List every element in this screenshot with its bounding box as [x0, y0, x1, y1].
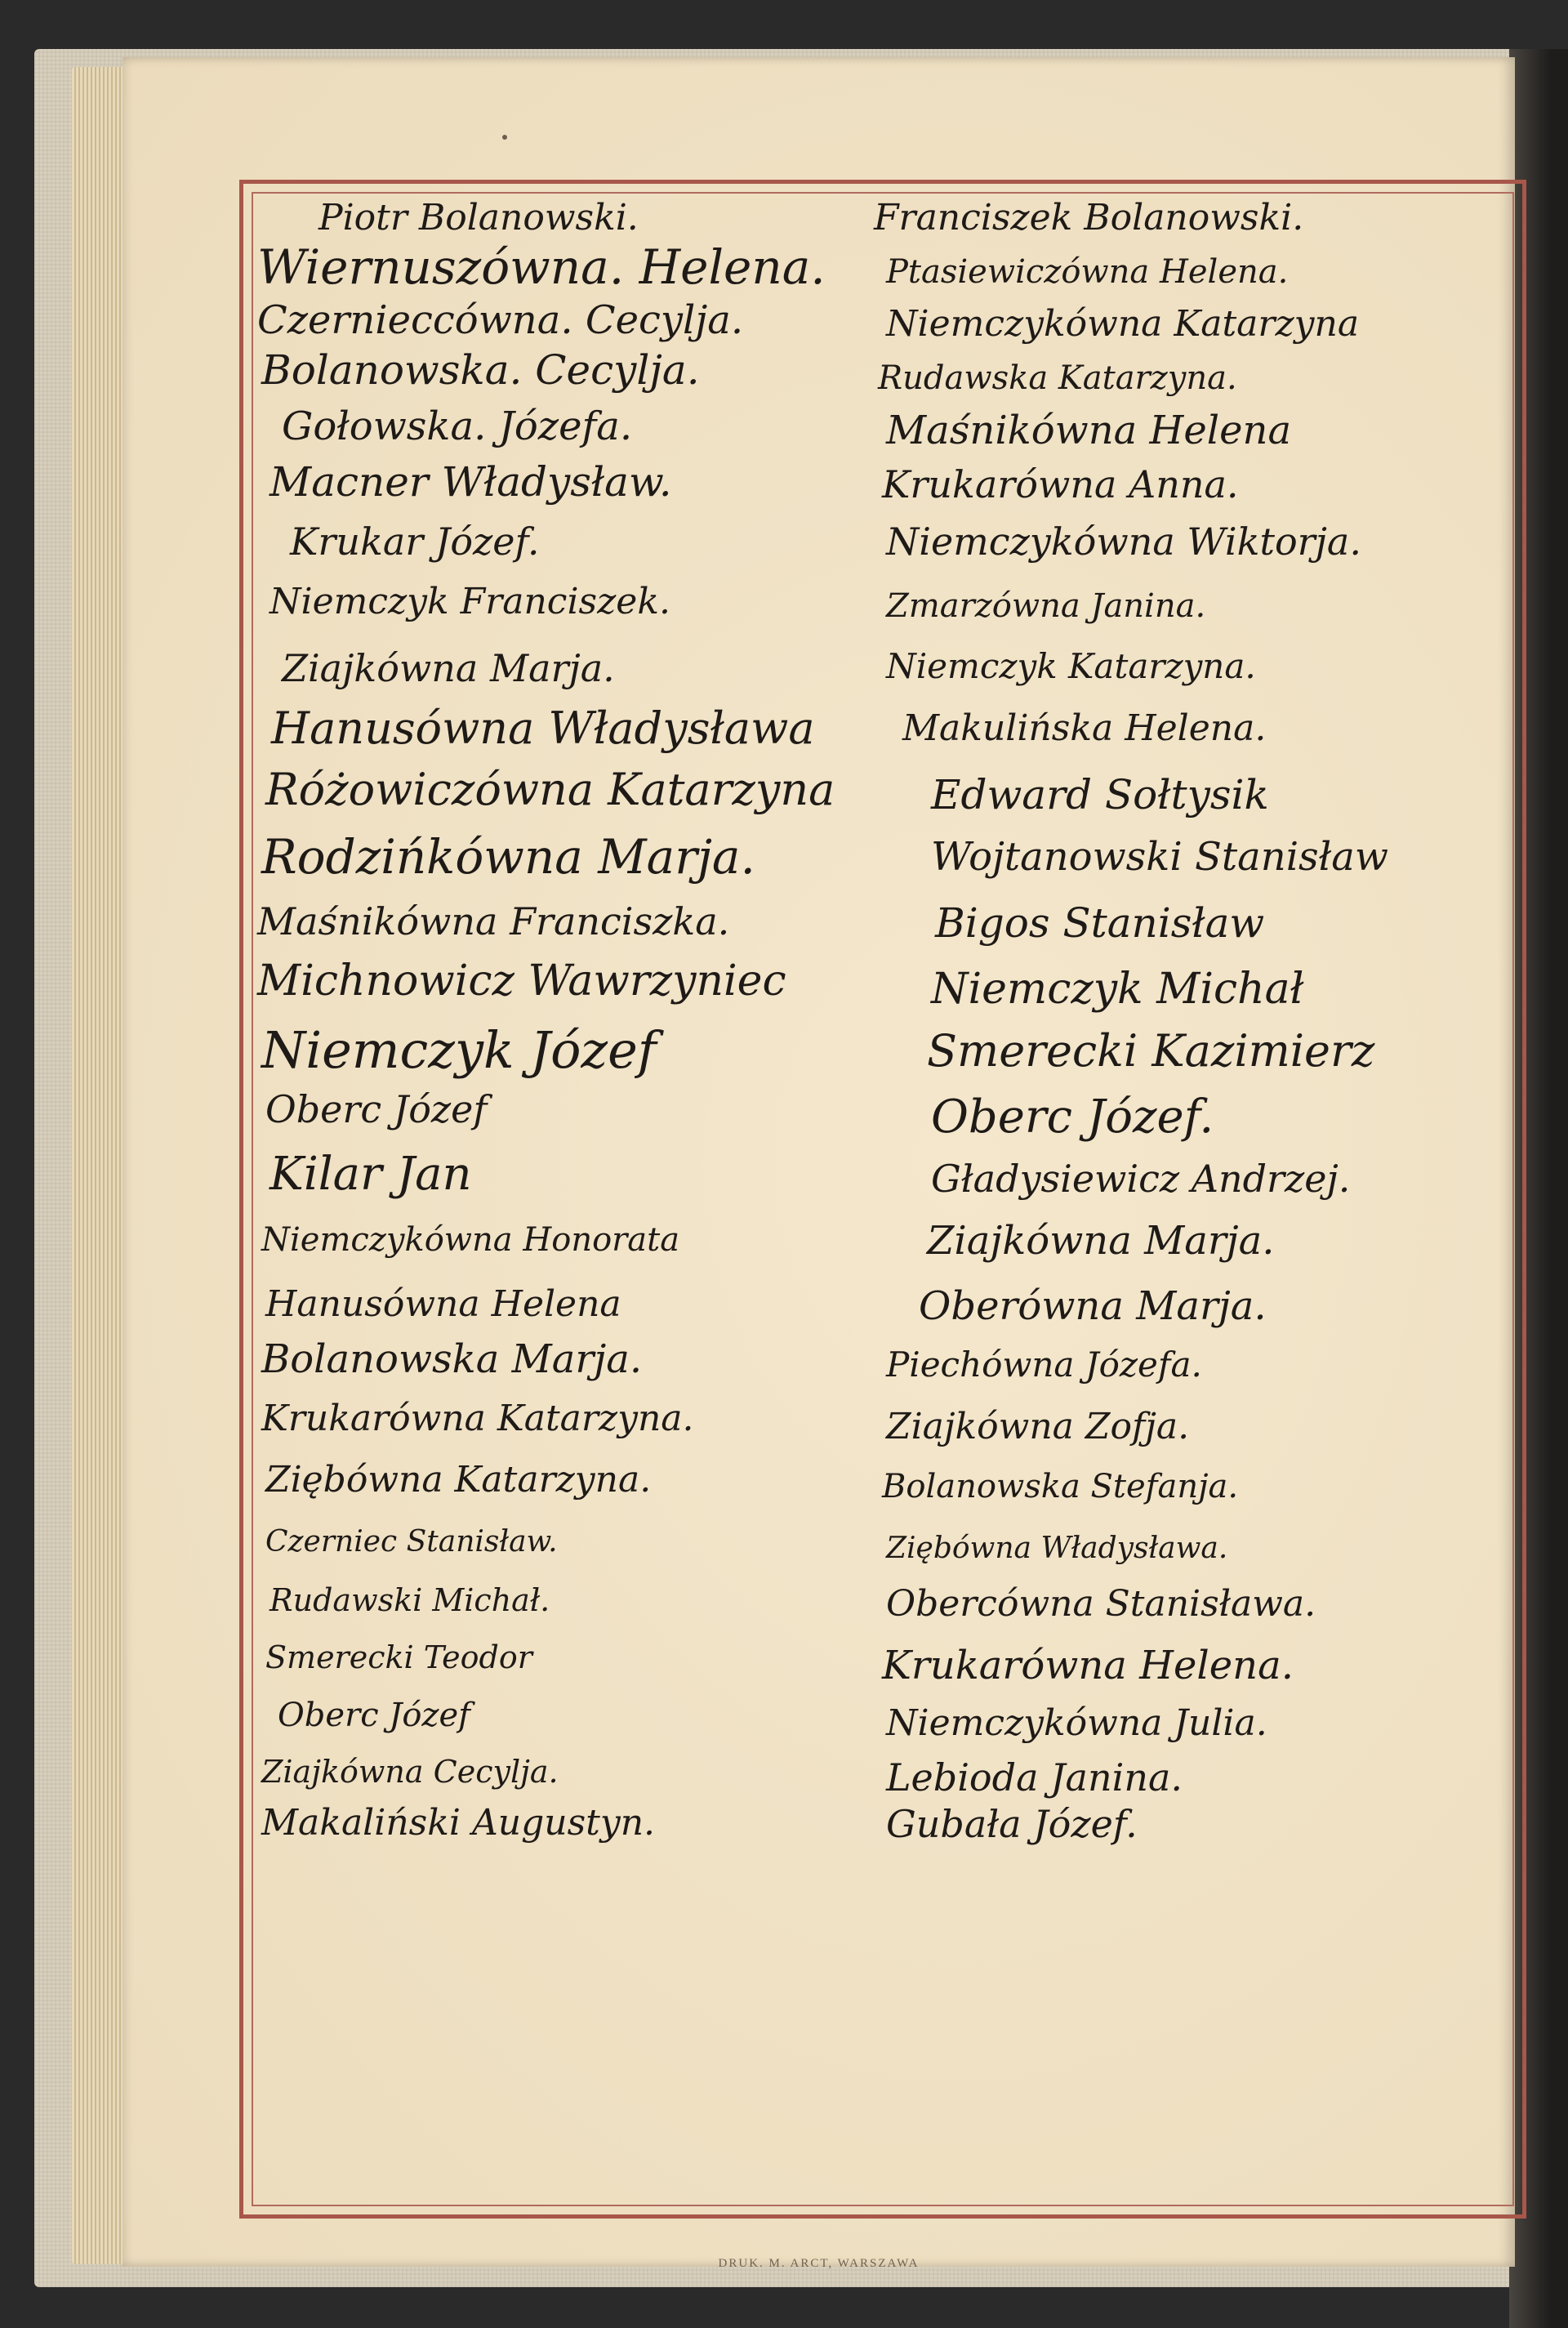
- signature-left: Niemczyk Franciszek.: [270, 581, 670, 622]
- signature-right: Edward Sołtysik: [931, 771, 1269, 818]
- signature-left: Oberc Józef: [265, 1087, 488, 1131]
- signature-left: Macner Władysław.: [270, 458, 672, 506]
- signature-right: Krukarówna Anna.: [882, 462, 1239, 506]
- signature-right: Ziajkówna Marja.: [927, 1218, 1275, 1264]
- signature-left: Maśnikówna Franciszka.: [257, 899, 730, 943]
- signature-right: Niemczykówna Wiktorja.: [886, 520, 1361, 564]
- signature-right: Niemczykówna Julia.: [886, 1702, 1267, 1744]
- signature-right: Lebioda Janina.: [886, 1755, 1183, 1800]
- signature-left: Różowiczówna Katarzyna: [265, 764, 835, 815]
- signature-left: Rodzińkówna Marja.: [261, 829, 755, 885]
- ink-dot: [502, 135, 507, 140]
- signature-left: Krukar Józef.: [290, 520, 540, 564]
- signature-right: Piechówna Józefa.: [886, 1345, 1202, 1385]
- signature-right: Bolanowska Stefanja.: [882, 1468, 1239, 1505]
- signature-left: Gołowska. Józefa.: [282, 404, 633, 449]
- signature-left: Kilar Jan: [270, 1148, 472, 1201]
- signature-left: Makaliński Augustyn.: [261, 1802, 656, 1844]
- signature-right: Oberówna Marja.: [919, 1283, 1267, 1329]
- signature-right: Niemczyk Katarzyna.: [886, 646, 1256, 686]
- signature-right: Obercówna Stanisława.: [886, 1583, 1316, 1625]
- signature-right: Ziajkówna Zofja.: [886, 1406, 1190, 1447]
- signature-right: Gładysiewicz Andrzej.: [931, 1157, 1351, 1201]
- signature-left: Wiernuszówna. Helena.: [257, 239, 826, 295]
- printer-imprint: DRUK. M. ARCT, WARSZAWA: [718, 2257, 920, 2270]
- signature-right: Ptasiewiczówna Helena.: [886, 253, 1289, 291]
- signature-left: Oberc Józef: [278, 1697, 470, 1734]
- signature-right: Zmarzówna Janina.: [886, 587, 1206, 625]
- signature-left: Rudawski Michał.: [270, 1582, 550, 1618]
- signature-left: Bolanowska. Cecylja.: [261, 346, 700, 394]
- signature-left: Ziajkówna Marja.: [282, 646, 615, 690]
- signature-left: Niemczykówna Honorata: [261, 1221, 680, 1259]
- signature-right: Krukarówna Helena.: [882, 1643, 1294, 1688]
- signature-left: Hanusówna Helena: [265, 1283, 621, 1325]
- signature-right: Maśnikówna Helena: [886, 408, 1292, 453]
- signature-right: Bigos Stanisław: [935, 899, 1265, 947]
- signature-left: Michnowicz Wawrzyniec: [257, 957, 786, 1006]
- signature-left: Czernieccówna. Cecylja.: [257, 297, 744, 343]
- signature-left: Czerniec Stanisław.: [265, 1525, 558, 1559]
- signature-left: Ziębówna Katarzyna.: [265, 1459, 652, 1501]
- signature-right: Wojtanowski Stanisław: [931, 834, 1388, 880]
- signature-right: Makulińska Helena.: [902, 707, 1267, 749]
- signature-right: Niemczyk Michał: [931, 965, 1304, 1014]
- signature-left: Krukarówna Katarzyna.: [261, 1398, 694, 1439]
- signature-left: Smerecki Teodor: [265, 1639, 532, 1675]
- signature-left: Hanusówna Władysława: [271, 702, 815, 754]
- signature-right: Ziębówna Władysława.: [886, 1532, 1228, 1565]
- signature-left: Niemczyk Józef: [261, 1020, 657, 1080]
- signature-left: Ziajkówna Cecylja.: [261, 1754, 559, 1790]
- signature-right: Gubała Józef.: [886, 1802, 1138, 1846]
- signature-left: Bolanowska Marja.: [261, 1336, 643, 1382]
- signature-right: Niemczykówna Katarzyna: [886, 303, 1360, 345]
- signature-right: Oberc Józef.: [931, 1090, 1214, 1144]
- signature-right: Smerecki Kazimierz: [927, 1025, 1375, 1077]
- page-edges: [72, 67, 122, 2264]
- signature-right: Rudawska Katarzyna.: [878, 359, 1237, 397]
- signature-right: Franciszek Bolanowski.: [874, 197, 1304, 239]
- signature-left: Piotr Bolanowski.: [318, 197, 639, 239]
- page: [122, 57, 1515, 2270]
